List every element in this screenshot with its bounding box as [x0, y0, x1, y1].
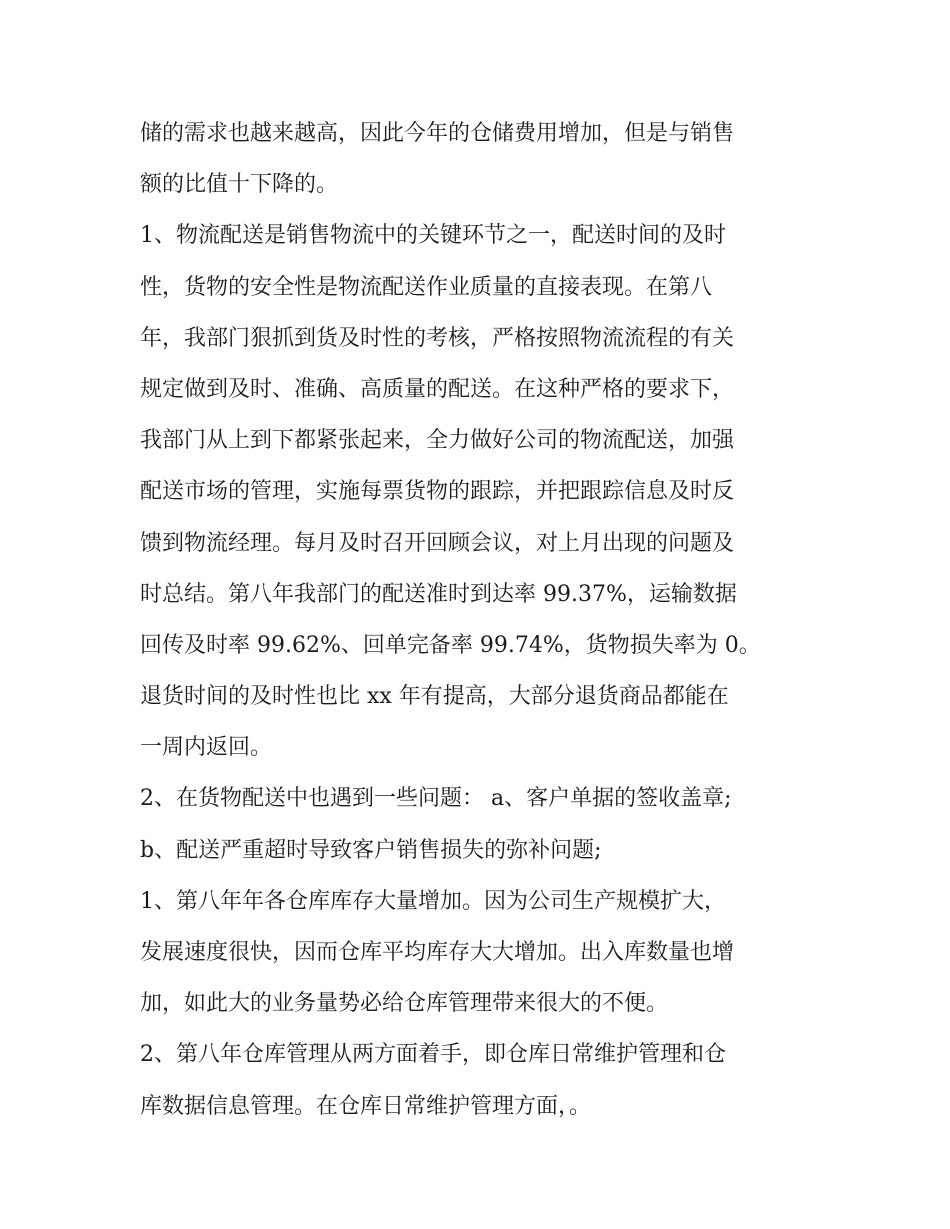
text-line: 规定做到及时、准确、高质量的配送。在这种严格的要求下，	[140, 376, 735, 402]
text-line: 退货时间的及时性也比 xx 年有提高，大部分退货商品都能在	[140, 684, 729, 710]
text-line: 一周内返回。	[140, 735, 273, 761]
text-line: 年，我部门狠抓到货及时性的考核，严格按照物流流程的有关	[140, 325, 735, 351]
text-line: 1、第八年年各仓库库存大量增加。因为公司生产规模扩大，	[140, 888, 726, 914]
text-line: b、配送严重超时导致客户销售损失的弥补问题;	[140, 837, 602, 863]
text-line: 发展速度很快，因而仓库平均库存大大增加。出入库数量也增	[140, 940, 735, 965]
text-line: 2、第八年仓库管理从两方面着手，即仓库日常维护管理和仓	[140, 1042, 726, 1068]
text-line: 我部门从上到下都紧张起来，全力做好公司的物流配送，加强	[140, 428, 735, 454]
text-line: 库数据信息管理。在仓库日常维护管理方面，。	[140, 1093, 592, 1119]
text-line: 配送市场的管理，实施每票货物的跟踪，并把跟踪信息及时反	[140, 479, 735, 505]
text-line: 加，如此大的业务量势必给仓库管理带来很大的不便。	[140, 991, 669, 1017]
text-line: 1、物流配送是销售物流中的关键环节之一，配送时间的及时	[140, 223, 726, 249]
text-line: 性，货物的安全性是物流配送作业质量的直接表现。在第八	[140, 274, 713, 300]
text-line: 时总结。第八年我部门的配送准时到达率 99.37%，运输数据	[140, 581, 737, 607]
text-line: 额的比值十下降的。	[140, 172, 339, 198]
text-line: 储的需求也越来越高，因此今年的仓储费用增加，但是与销售	[140, 121, 735, 146]
text-line: 2、在货物配送中也遇到一些问题： a、客户单据的签收盖章;	[140, 786, 732, 812]
text-line: 回传及时率 99.62%、回单完备率 99.74%，货物损失率为 0。	[140, 632, 761, 658]
document-body	[140, 108, 820, 1132]
text-line: 馈到物流经理。每月及时召开回顾会议，对上月出现的问题及	[140, 530, 735, 556]
